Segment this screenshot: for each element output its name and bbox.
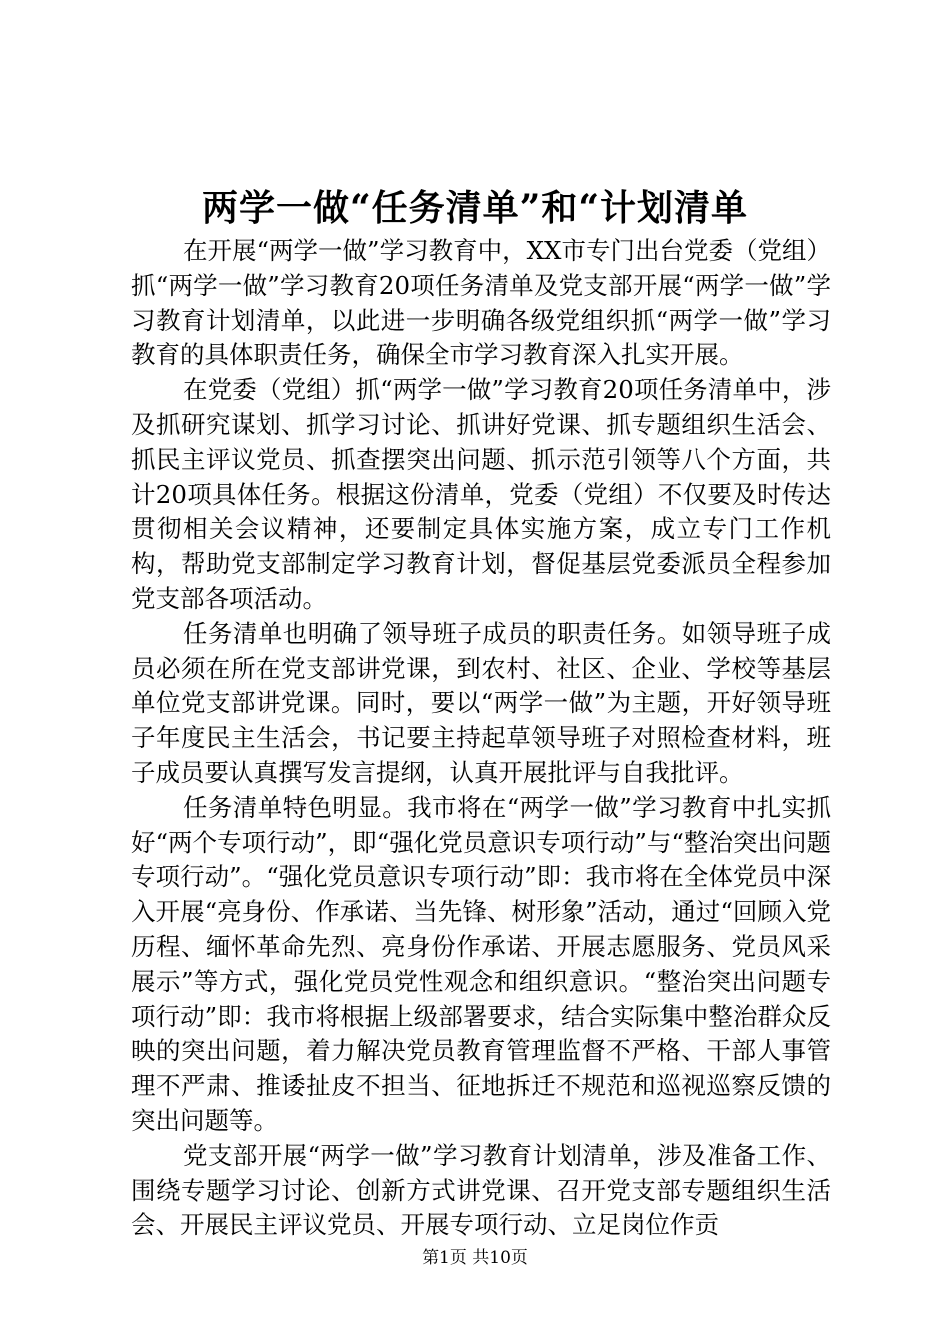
paragraph-5: 党支部开展“两学一做”学习教育计划清单，涉及准备工作、围绕专题学习讨论、创新方式讲党课、召开党支部专题组织生活会、开展民主评议党员、开展专项行动、立足岗位作贡: [131, 1140, 831, 1240]
document-title: 两学一做“任务清单”和“计划清单: [201, 187, 749, 229]
paragraph-2: 在党委（党组）抓“两学一做”学习教育20项任务清单中，涉及抓研究谋划、抓学习讨论、抓讲好党课、抓专题组织生活会、抓民主评议党员、抓查摆突出问题、抓示范引领等八个方面，共计20项具体任务。根据这份清单，党委（党组）不仅要及时传达贯彻相关会议精神，还要制定具体实施方案，成立专门工作机构，帮助党支部制定学习教育计划，督促基层党委派员全程参加党支部各项活动。: [131, 375, 831, 613]
paragraph-1: 在开展“两学一做”学习教育中，XX市专门出台党委（党组）抓“两学一做”学习教育20项任务清单及党支部开展“两学一做”学习教育计划清单，以此进一步明确各级党组织抓“两学一做”学习教育的具体职责任务，确保全市学习教育深入扎实开展。: [131, 236, 831, 370]
document-body: [131, 234, 831, 1243]
paragraph-4: 任务清单特色明显。我市将在“两学一做”学习教育中扎实抓好“两个专项行动”，即“强化党员意识专项行动”与“整治突出问题专项行动”。“强化党员意识专项行动”即：我市将在全体党员中深入开展“亮身份、作承诺、当先锋、树形象”活动，通过“回顾入党历程、缅怀革命先烈、亮身份作承诺、开展志愿服务、党员风采展示”等方式，强化党员党性观念和组织意识。“整治突出问题专项行动”即：我市将根据上级部署要求，结合实际集中整治群众反映的突出问题，着力解决党员教育管理监督不严格、干部人事管理不严肃、推诿扯皮不担当、征地拆迁不规范和巡视巡察反馈的突出问题等。: [131, 792, 831, 1135]
paragraph-3: 任务清单也明确了领导班子成员的职责任务。如领导班子成员必须在所在党支部讲党课，到农村、社区、企业、学校等基层单位党支部讲党课。同时，要以“两学一做”为主题，开好领导班子年度民主生活会，书记要主持起草领导班子对照检查材料，班子成员要认真撰写发言提纲，认真开展批评与自我批评。: [131, 618, 831, 787]
page-number-footer: 第1页 共10页: [422, 1248, 528, 1268]
